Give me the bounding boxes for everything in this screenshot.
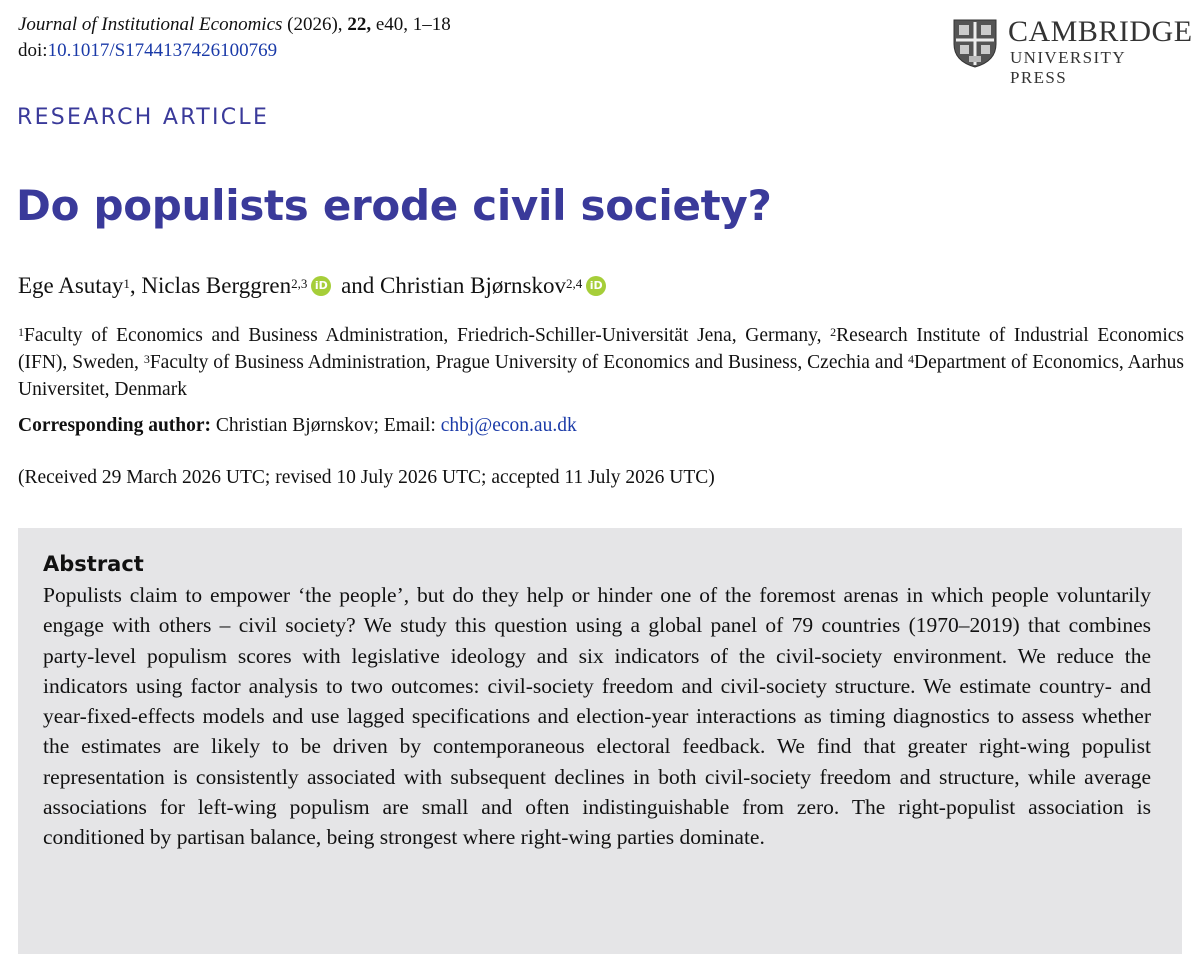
affil-sup: 1 bbox=[18, 325, 24, 339]
corresponding-author bbox=[18, 412, 577, 439]
doi-label: doi: bbox=[18, 40, 48, 61]
doi-link[interactable]: 10.1017/S1744137426100769 bbox=[47, 40, 278, 61]
orcid-icon[interactable]: iD bbox=[586, 276, 606, 296]
journal-citation bbox=[18, 12, 451, 38]
corresponding-label: Corresponding author: bbox=[18, 415, 212, 436]
article-title: Do populists erode civil society? bbox=[16, 181, 772, 230]
journal-volume: 22, bbox=[347, 14, 372, 35]
author-list bbox=[18, 270, 610, 302]
doi-line bbox=[18, 38, 277, 64]
publisher-logo bbox=[952, 14, 1193, 87]
journal-pages: e40, 1–18 bbox=[375, 14, 451, 35]
logo-line-1: CAMBRIDGE bbox=[1008, 15, 1193, 48]
logo-line-2: UNIVERSITY PRESS bbox=[1010, 48, 1126, 87]
cambridge-shield-icon bbox=[952, 18, 998, 68]
orcid-icon[interactable]: iD bbox=[311, 276, 331, 296]
author-name: Niclas Berggren bbox=[141, 273, 292, 298]
article-type: RESEARCH ARTICLE bbox=[17, 105, 270, 130]
abstract-box bbox=[18, 528, 1182, 954]
affil-sup: 4 bbox=[908, 352, 915, 366]
author-affil-sup: 2,3 bbox=[291, 276, 308, 291]
author-separator: , bbox=[129, 273, 142, 298]
affil-sup: 3 bbox=[143, 352, 150, 366]
affil-text: Faculty of Economics and Business Administration, Friedrich-Schiller-Universität Jena, Germany, bbox=[24, 325, 831, 346]
journal-name: Journal of Institutional Economics bbox=[18, 14, 283, 35]
author-separator: and bbox=[335, 273, 381, 298]
affil-sup: 2 bbox=[830, 325, 837, 339]
affil-text: Faculty of Business Administration, Prague University of Economics and Business, Czechia and bbox=[149, 352, 909, 373]
affiliations bbox=[18, 322, 1184, 403]
author-name: Christian Bjørnskov bbox=[380, 273, 566, 298]
corresponding-text: Christian Bjørnskov; Email: bbox=[211, 415, 441, 436]
article-dates: (Received 29 March 2026 UTC; revised 10 July 2026 UTC; accepted 11 July 2026 UTC) bbox=[18, 467, 715, 488]
affil-text: Research Institute of Industrial Economics (IFN), Sweden, bbox=[18, 325, 1184, 373]
abstract-heading: Abstract bbox=[43, 552, 144, 576]
email-link[interactable]: chbj@econ.au.dk bbox=[440, 415, 577, 436]
author-affil-sup: 1 bbox=[123, 276, 130, 291]
affil-text: Department of Economics, Aarhus Universitet, Denmark bbox=[18, 352, 1184, 400]
author-name: Ege Asutay bbox=[18, 273, 124, 298]
abstract-text: Populists claim to empower ‘the people’, but do they help or hinder one of the foremost arenas in which people voluntarily engage with others – civil society? We study this question using a global panel of 79 countries (1970–2019) that combines party-level populism scores with legislative ideology and six indicators of the civil-society environment. We reduce the indicators using factor analysis to two outcomes: civil-society freedom and civil-society structure. We estimate country- and year-fixed-effects models and use lagged specifications and election-year interactions as timing diagnostics to assess whether the estimates are likely to be driven by contemporaneous electoral feedback. We find that greater right-wing populist representation is consistently associated with subsequent declines in both civil-society freedom and structure, while average associations for left-wing populism are small and often indistinguishable from zero. The right-populist association is conditioned by partisan balance, being strongest where right-wing parties dominate. bbox=[43, 583, 1151, 850]
journal-year: (2026), bbox=[287, 14, 343, 35]
author-affil-sup: 2,4 bbox=[565, 276, 583, 291]
